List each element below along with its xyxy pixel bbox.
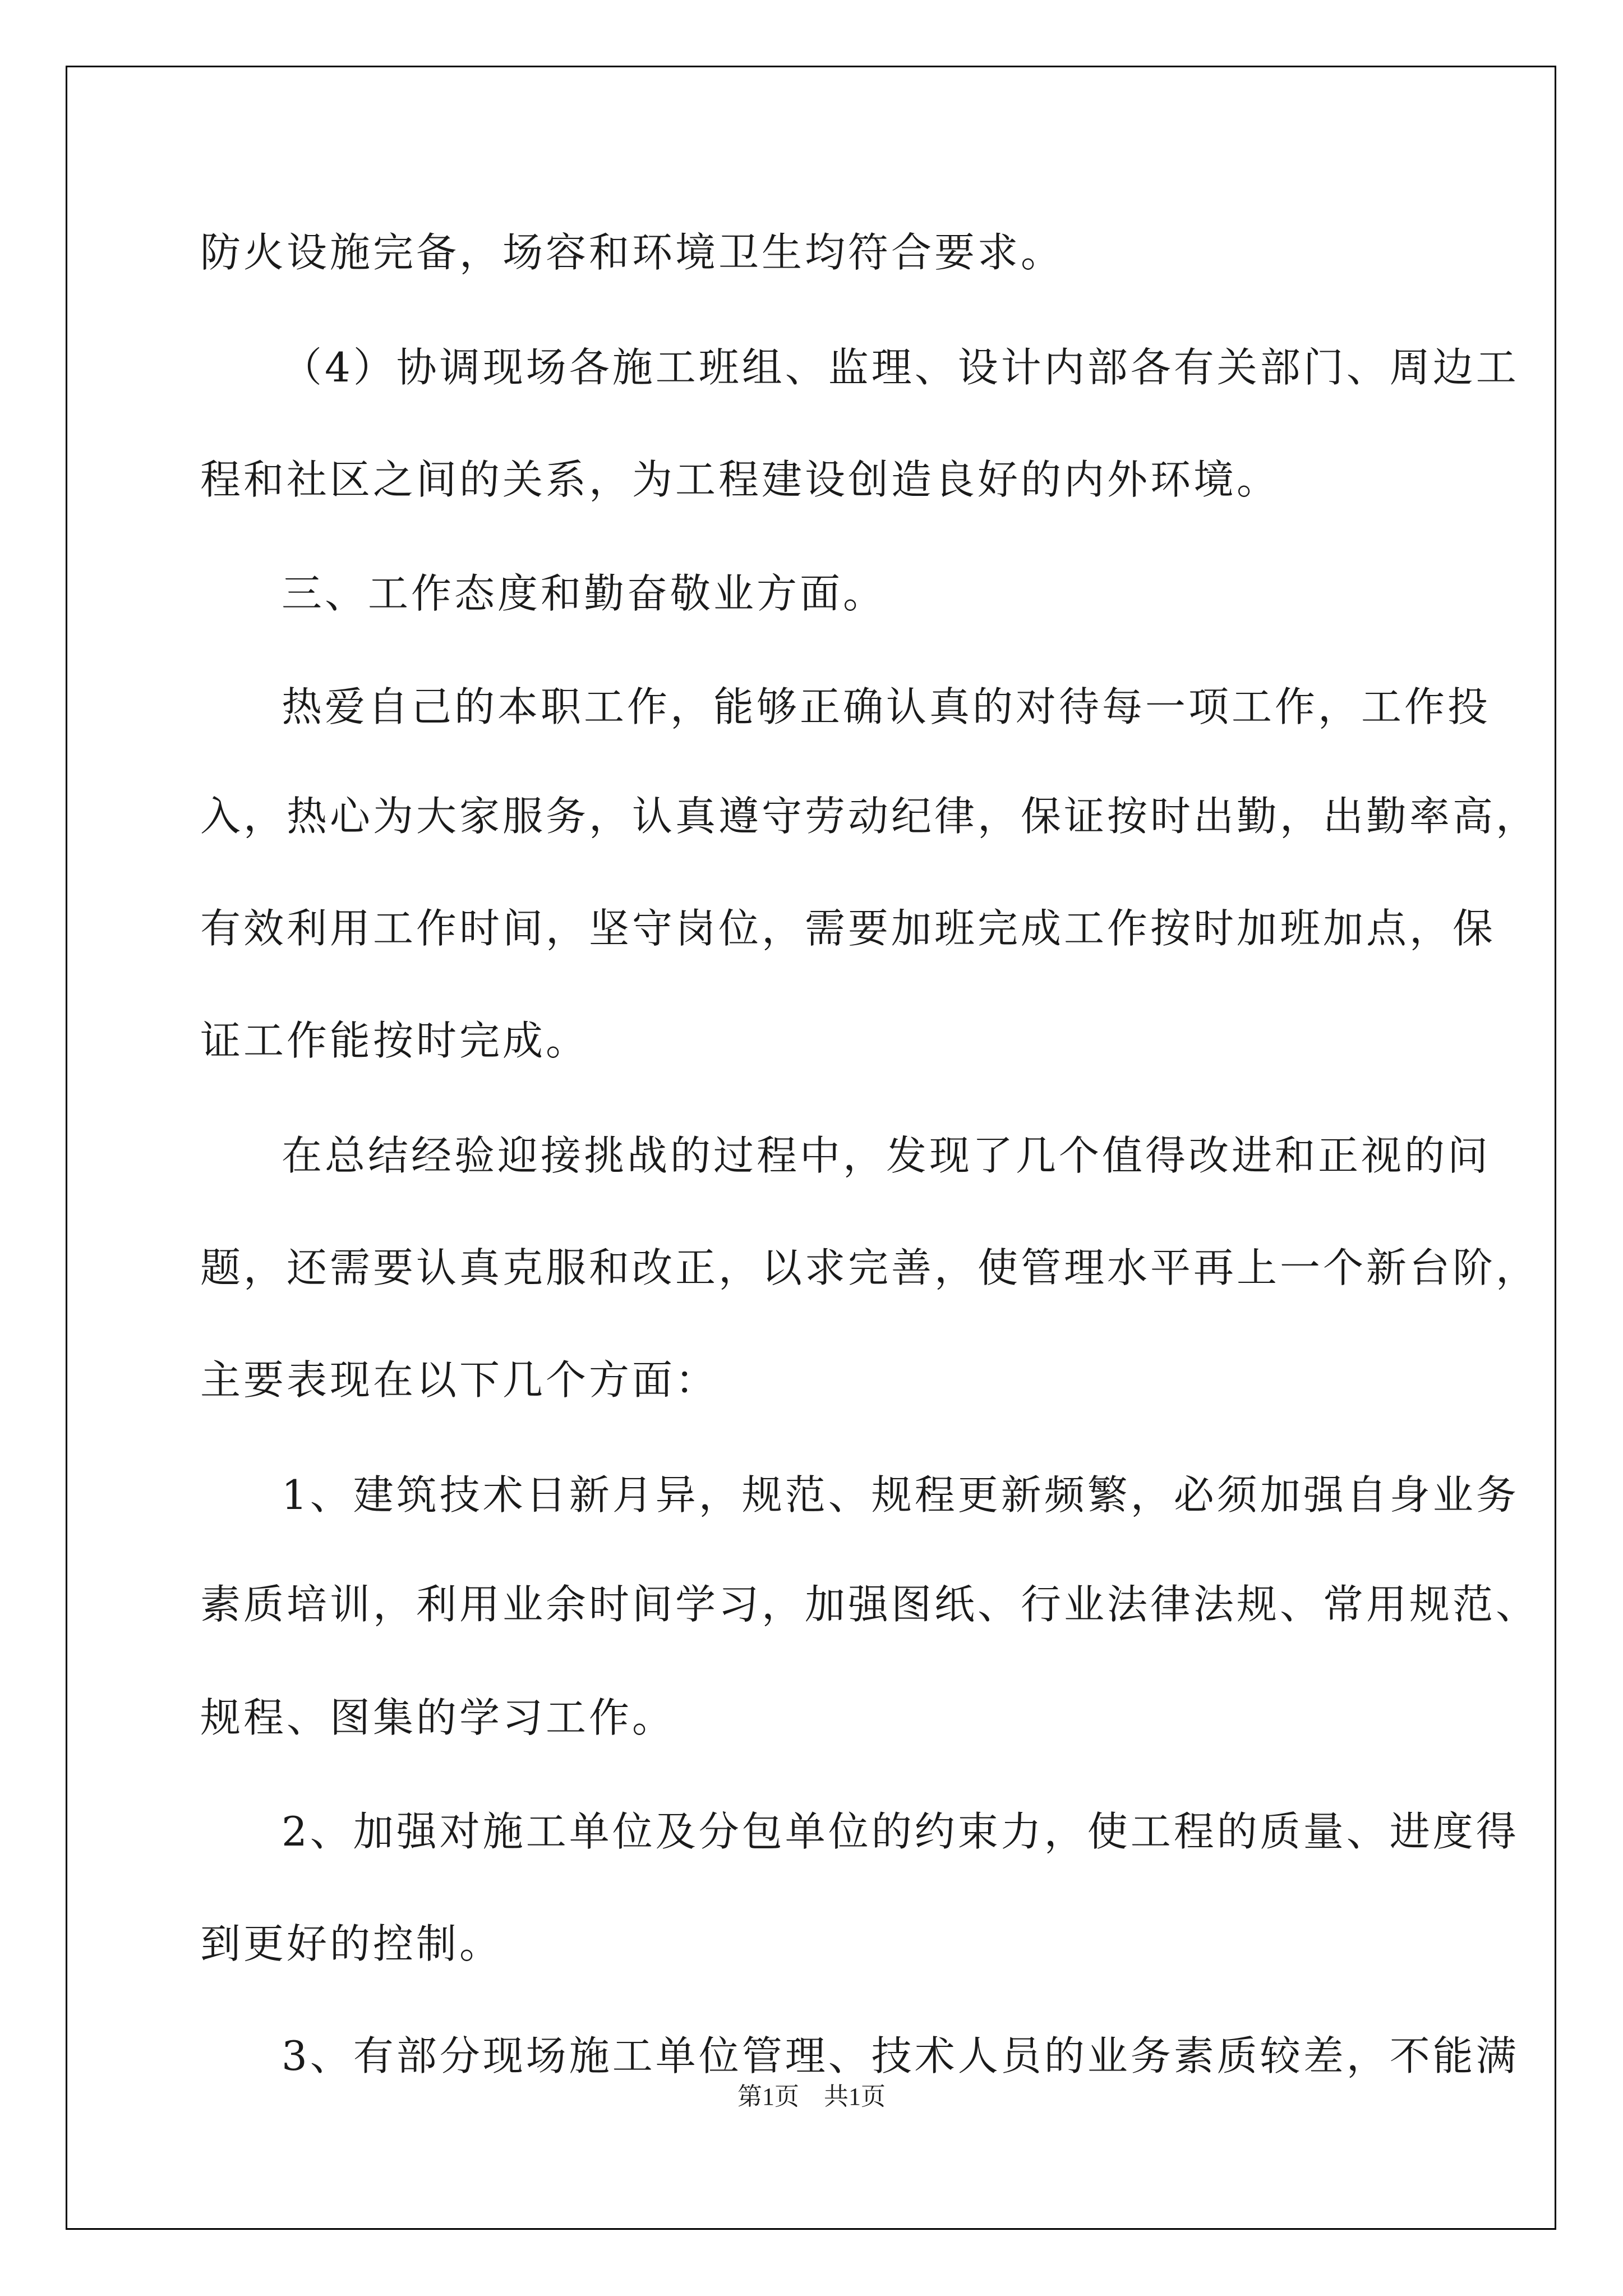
text-line: 有效利用工作时间，坚守岗位，需要加班完成工作按时加班加点，保 (200, 905, 1496, 952)
text-line: 在总结经验迎接挑战的过程中，发现了几个值得改进和正视的问 (282, 1132, 1491, 1179)
page-number-footer: 第1页 共1页 (737, 2083, 886, 2110)
text-line: 热爱自己的本职工作，能够正确认真的对待每一项工作，工作投 (282, 683, 1491, 730)
text-line: 证工作能按时完成。 (200, 1017, 589, 1064)
text-line: （4）协调现场各施工班组、监理、设计内部各有关部门、周边工 (282, 344, 1519, 391)
text-line: 规程、图集的学习工作。 (200, 1694, 676, 1741)
text-line: 程和社区之间的关系，为工程建设创造良好的内外环境。 (200, 456, 1280, 503)
list-item: 1、建筑技术日新月异，规范、规程更新频繁，必须加强自身业务 (282, 1471, 1519, 1519)
list-item: 2、加强对施工单位及分包单位的约束力，使工程的质量、进度得 (282, 1808, 1519, 1855)
text-line: 主要表现在以下几个方面： (200, 1356, 719, 1404)
text-line: 素质培训，利用业余时间学习，加强图纸、行业法律法规、常用规范、 (200, 1581, 1539, 1628)
list-item: 3、有部分现场施工单位管理、技术人员的业务素质较差，不能满 (282, 2032, 1519, 2079)
text-line: 到更好的控制。 (200, 1920, 503, 1967)
text-line: 入，热心为大家服务，认真遵守劳动纪律，保证按时出勤，出勤率高， (200, 793, 1539, 840)
text-line: 题，还需要认真克服和改正，以求完善，使管理水平再上一个新台阶， (200, 1244, 1539, 1291)
text-line: 防火设施完备，场容和环境卫生均符合要求。 (200, 229, 1064, 276)
section-heading: 三、工作态度和勤奋敬业方面。 (282, 570, 887, 617)
